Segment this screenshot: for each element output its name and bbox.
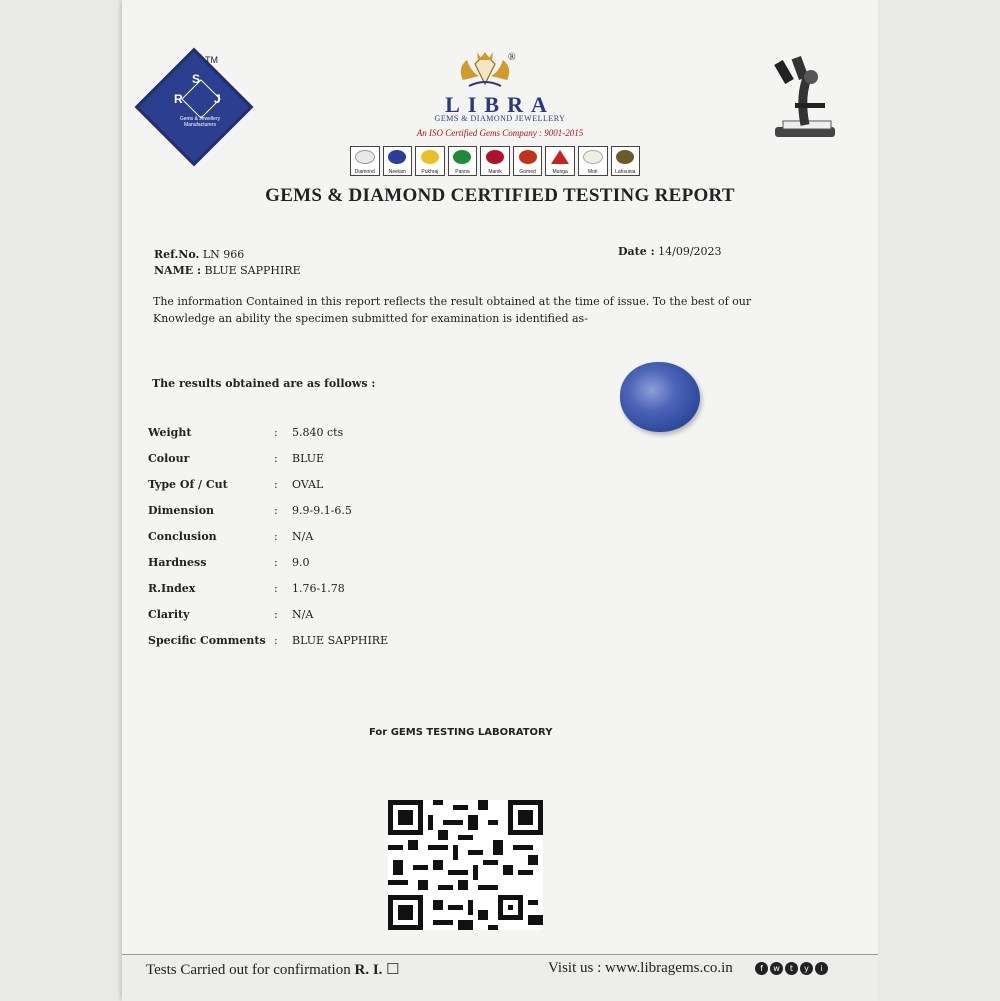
row-value: 1.76-1.78 <box>292 582 345 595</box>
row-value: 9.0 <box>292 556 310 569</box>
gem-munga: Munga <box>545 146 575 176</box>
row-separator: : <box>274 634 278 647</box>
whatsapp-icon[interactable]: w <box>770 962 783 975</box>
row-separator: : <box>274 608 278 621</box>
rsj-logo-letters <box>170 70 230 140</box>
gomed-stone-icon <box>519 150 537 164</box>
gem-strip <box>350 146 640 180</box>
gem-manik: Manik <box>480 146 510 176</box>
row-separator: : <box>274 530 278 543</box>
report-title: GEMS & DIAMOND CERTIFIED TESTING REPORT <box>265 185 735 206</box>
footer-confirmation <box>146 960 400 979</box>
brand-name: LIBRA <box>445 92 555 117</box>
row-value: N/A <box>292 608 314 621</box>
brand-subtitle: GEMS & DIAMOND JEWELLERY <box>434 114 566 123</box>
twitter-icon[interactable]: t <box>785 962 798 975</box>
row-separator: : <box>274 504 278 517</box>
row-value: 9.9-9.1-6.5 <box>292 504 352 517</box>
name-value: BLUE SAPPHIRE <box>204 264 301 277</box>
row-label: Type Of / Cut <box>148 478 228 491</box>
row-value: OVAL <box>292 478 324 491</box>
result-row-dimension <box>144 504 444 524</box>
row-value: 5.840 cts <box>292 426 344 439</box>
row-label: Hardness <box>148 556 207 569</box>
gem-gomed: Gomed <box>513 146 543 176</box>
libra-crest-icon <box>455 50 515 92</box>
row-label: Weight <box>148 426 192 439</box>
facebook-icon[interactable]: f <box>755 962 768 975</box>
gem-pukhraj: Pukhraj <box>415 146 445 176</box>
diamond-stone-icon <box>355 150 375 164</box>
checkbox-icon: ☐ <box>386 962 400 978</box>
ref-number <box>154 248 244 261</box>
result-row-comments <box>144 634 444 654</box>
confirmation-text: Tests Carried out for confirmation <box>146 962 351 978</box>
sapphire-photo <box>620 362 700 432</box>
date-label: Date : <box>618 245 655 258</box>
row-label: R.Index <box>148 582 196 595</box>
name-label: NAME : <box>154 264 202 277</box>
row-label: Dimension <box>148 504 215 517</box>
row-label: Specific Comments <box>148 634 266 647</box>
confirmation-ri: R. I. <box>354 962 383 978</box>
gem-diamond: Diamond <box>350 146 380 176</box>
lab-signature-line: For GEMS TESTING LABORATORY <box>369 727 553 738</box>
row-value: N/A <box>292 530 314 543</box>
result-row-clarity <box>144 608 444 628</box>
row-separator: : <box>274 478 278 491</box>
row-value: BLUE <box>292 452 325 465</box>
result-row-hardness <box>144 556 444 576</box>
gem-panna: Panna <box>448 146 478 176</box>
row-separator: : <box>274 582 278 595</box>
youtube-icon[interactable]: y <box>800 962 813 975</box>
footer-website[interactable]: Visit us : www.libragems.co.in <box>548 960 733 976</box>
munga-stone-icon <box>551 150 569 164</box>
gem-moti: Moti <box>578 146 608 176</box>
ref-value: LN 966 <box>202 248 245 261</box>
report-disclaimer: The information Contained in this report reflects the result obtained at the time of issue. To the best of our Knowledge an ability the specimen submitted for examination is identified as- <box>153 295 752 325</box>
gem-neelam: Neelam <box>383 146 413 176</box>
microscope-icon <box>765 55 840 145</box>
date-value: 14/09/2023 <box>658 245 722 258</box>
row-label: Conclusion <box>148 530 217 543</box>
results-heading: The results obtained are as follows : <box>152 377 376 390</box>
qr-code[interactable] <box>388 800 543 930</box>
instagram-icon[interactable]: i <box>815 962 828 975</box>
rsj-letter-r: R <box>174 92 183 106</box>
row-separator: : <box>274 426 278 439</box>
result-row-conclusion <box>144 530 444 550</box>
lahsunia-stone-icon <box>616 150 634 164</box>
row-label: Clarity <box>148 608 190 621</box>
trademark-mark: TM <box>205 55 218 65</box>
pukhraj-stone-icon <box>421 150 439 164</box>
specimen-name <box>154 264 301 277</box>
gem-lahsunia: Lahsunia <box>611 146 641 176</box>
result-row-colour <box>144 452 444 472</box>
manik-stone-icon <box>486 150 504 164</box>
social-icons <box>755 962 828 975</box>
result-row-cut <box>144 478 444 498</box>
rsj-letter-j: J <box>214 92 221 106</box>
row-separator: : <box>274 556 278 569</box>
moti-stone-icon <box>583 150 603 164</box>
result-row-rindex <box>144 582 444 602</box>
rsj-caption: Gems & Jewellery Manufacturers <box>179 116 221 128</box>
panna-stone-icon <box>453 150 471 164</box>
result-row-weight <box>144 426 444 446</box>
row-label: Colour <box>148 452 190 465</box>
iso-certification: An ISO Certified Gems Company : 9001-2015 <box>416 128 584 138</box>
ref-label: Ref.No. <box>154 248 200 261</box>
rsj-letter-s: S <box>192 72 201 86</box>
row-value: BLUE SAPPHIRE <box>292 634 389 647</box>
row-separator: : <box>274 452 278 465</box>
neelam-stone-icon <box>388 150 406 164</box>
report-date <box>618 245 722 258</box>
registered-mark: ® <box>508 52 516 63</box>
